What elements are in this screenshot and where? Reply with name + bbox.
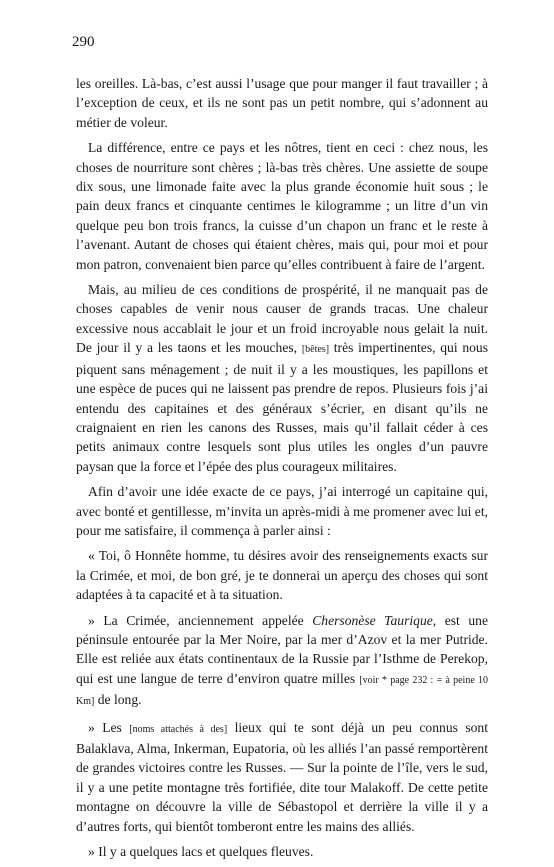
body-text xyxy=(76,74,488,867)
paragraph: les oreilles. Là-bas, c’est aussi l’usage que pour manger il faut travailler ; à l’exception de ceux, et ils ne sont pas un petit nombre, qui s’adonnent au métier de voleur. xyxy=(76,76,488,130)
text-run: » La Crimée, anciennement appelée xyxy=(88,612,304,628)
editor-note: [noms attachés à des] xyxy=(129,723,228,735)
editor-note: [voir * page 232 : = à peine 10 Km] xyxy=(76,674,489,708)
text-run: lieux qui te sont déjà un peu connus sont Balaklava, Alma, Inkerman, Eupatoria, où les alliés l’an passé remportèrent de grandes victoires contre les Russes. — Sur la pointe de l’île, vers le sud, il y a une petite montagne très fortifiée, dite tour Malakoff. De cette petite montagne on découvre la ville de Sébastopol et derrière la ville il y a d’autres forts, qui bientôt tomberont entre les mains des alliés. xyxy=(76,719,488,834)
text-run: , est une péninsule entourée par la Mer Noire, par la mer d’Azov et la mer Putride. Elle est reliée aux états continentaux de la Russie par l’Isthme de Perekop, qui est une langue de terre d’environ quatre milles xyxy=(76,612,488,686)
text-run: » Les xyxy=(88,719,122,735)
paragraph xyxy=(76,718,488,836)
editor-note: [bêtes] xyxy=(301,344,330,356)
text-run: de long. xyxy=(97,692,142,708)
paragraph xyxy=(76,611,488,712)
text-run: très impertinentes, qui nous piquent sans ménagement ; de nuit il y a les moustiques, les papillons et une espèce de puces qui ne laissent pas prendre de repos. Plusieurs fois j’ai entendu des capitaines et des généraux s’écrier, en disant qu’ils ne craignaient en rien les canons des Russes, mais qu’il fallait céder à ces petits animaux contre lesquels sont plus utiles les ongles d’un pauvre paysan que la force et l’épée des plus courageux militaires. xyxy=(76,340,489,474)
paragraph: « Toi, ô Honnête homme, tu désires avoir des renseignements exacts sur la Crimée, et moi, de bon gré, je te donnerai un aperçu des choses qui sont adaptées à ta capacité et à ta situation. xyxy=(76,548,488,603)
italic-term: Chersonèse Taurique xyxy=(312,612,433,628)
page-number: 290 xyxy=(72,34,95,50)
paragraph: » Il y a quelques lacs et quelques fleuves. xyxy=(88,844,314,860)
paragraph: Afin d’avoir une idée exacte de ce pays, j’ai interrogé un capitaine qui, avec bonté et gentillesse, m’invita un après-midi à me promener avec lui et, pour me satisfaire, il commença à parler ainsi : xyxy=(76,484,488,538)
text-run: Mais, au milieu de ces conditions de prospérité, il ne manquait pas de choses capables de venir nous causer de grands tracas. Une chaleur excessive nous accablait le jour et un froid incroyable nous gelait la nuit. De jour il y a les taons et les mouches, xyxy=(76,282,488,356)
paragraph xyxy=(76,280,488,476)
paragraph: La différence, entre ce pays et les nôtres, tient en ceci : chez nous, les choses de nourriture sont chères ; là-bas très chères. Une assiette de soupe dix sous, une limonade faite avec la plus grande économie huit sous ; le pain deux francs et cinquante centimes le kilogramme ; un litre d’un vin quelque peu bon trois francs, la cuisse d’un chapon un franc et le reste à l’avenant. Autant de choses qui étaient chères, mais qui, pour moi et pour mon patron, convenaient bien parce qu’elles contribuent à faire de l’argent. xyxy=(76,140,488,272)
